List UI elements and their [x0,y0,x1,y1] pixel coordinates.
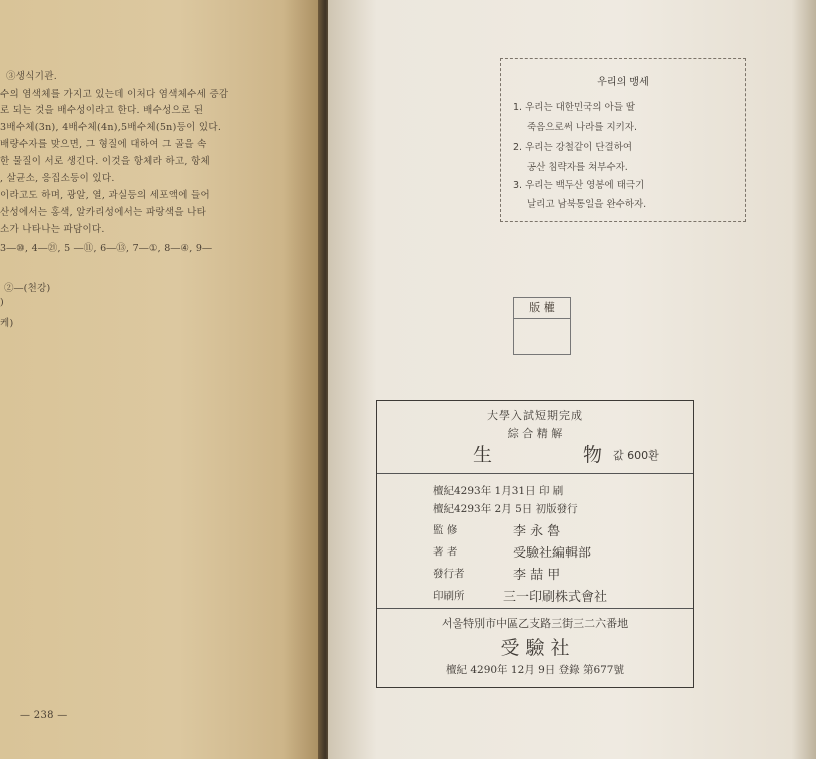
answer-line: 3―⑩, 4―㉑, 5 ―⑪, 6―⑬, 7―①, 8―④, 9― [0,243,213,254]
text-line: 소가 나타나는 파담이다. [0,224,105,235]
book-title-right: 物 [583,444,603,466]
pledge-line: 1. 우리는 대한민국의 아들 딸 [513,102,636,113]
pledge-line: 죽음으로써 나라를 지키자. [527,122,638,133]
subtitle: 綜 合 精 解 [507,427,563,440]
series-title: 大學入試短期完成 [487,409,583,422]
text-line: , 살균소, 응집소등이 있다. [0,173,115,184]
issue-date: 檀紀4293年 2月 5日 初版發行 [433,503,578,515]
registration: 檀紀 4290年 12月 9日 登錄 第677號 [446,664,624,676]
text-line: 3배수체(3n), 4배수체(4n),5배수체(5n)등이 있다. [0,122,222,133]
role-name: 受驗社編輯部 [513,546,592,561]
divider [377,608,693,609]
text-line: 케) [0,318,14,329]
pledge-line: 공산 침략자를 쳐부수자. [527,162,628,173]
role-name: 三一印刷株式會社 [503,590,608,605]
book-title-left: 生 [473,444,493,466]
seal-label: 版 權 [514,298,570,319]
text-line: 배량수자를 맞으면, 그 형질에 대하여 그 골을 속 [0,139,207,150]
divider [377,473,693,474]
text-line: 수의 염색체를 가지고 있는데 이처다 염색체수세 증감 [0,89,229,100]
role-label: 監 修 [433,524,458,536]
price: 값 600환 [613,449,659,462]
text-line: ②―(천강) [4,283,51,294]
right-page [328,0,816,759]
text-line: 이라고도 하며, 광알, 열, 과실등의 세포액에 들어 [0,190,210,201]
text-line: 로 되는 것을 배수성이라고 한다. 배수성으로 된 [0,105,204,116]
left-page [0,0,322,759]
text-line: 한 물질이 서로 생긴다. 이것을 항체라 하고, 항체 [0,156,210,167]
print-date: 檀紀4293年 1月31日 印 刷 [433,485,564,497]
role-name: 李 喆 甲 [513,568,561,583]
pledge-line: 2. 우리는 강철같이 단결하여 [513,142,633,153]
pledge-line: 날리고 남북통일을 완수하자. [527,199,647,210]
role-name: 李 永 魯 [513,524,561,539]
publisher-address: 서울特別市中區乙支路三街三二六番地 [441,617,629,630]
role-label: 印刷所 [433,590,465,602]
colophon [376,400,694,688]
text-line: 산성에서는 홍색, 알카리성에서는 파랑색을 나타 [0,207,207,218]
copyright-seal-box [513,297,571,355]
role-label: 著 者 [433,546,458,558]
pledge-line: 3. 우리는 백두산 영봉에 태극기 [513,180,645,191]
role-label: 發行者 [433,568,465,580]
publisher-name: 受 驗 社 [500,637,570,659]
pledge-box [500,58,746,222]
text-line: ③생식기관. [6,71,58,82]
text-line: ) [0,297,5,308]
page-number: — 238 — [20,710,68,721]
pledge-title: 우리의 맹세 [597,77,649,88]
